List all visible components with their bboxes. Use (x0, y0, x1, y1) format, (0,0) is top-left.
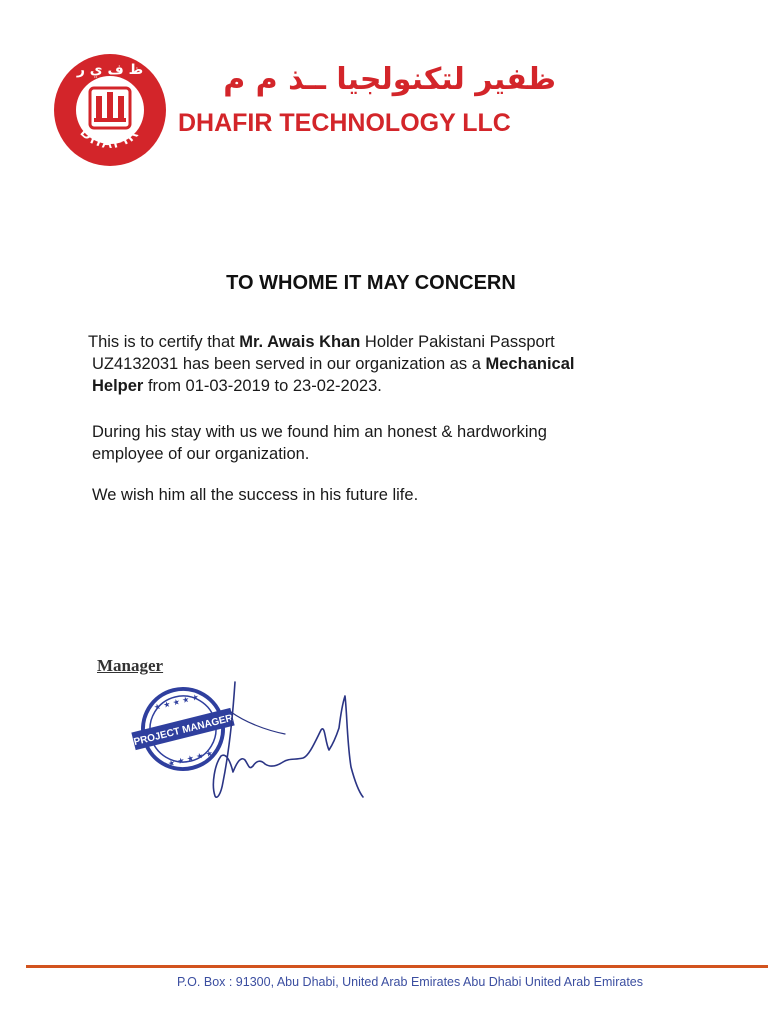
employee-position: Mechanical (485, 355, 575, 373)
employment-period: from 01-03-2019 to 23-02-2023. (143, 377, 382, 395)
certification-paragraph: This is to certify that Mr. Awais Khan Holder Pakistani Passport UZ4132031 has been served in our organization as a Mechanical Helper from 01-03-2019 to 23-02-2023. (92, 331, 682, 397)
company-logo (52, 52, 168, 168)
footer-address: P.O. Box : 91300, Abu Dhabi, United Arab Emirates Abu Dhabi United Arab Emirates (176, 975, 643, 989)
employee-name: Mr. Awais Khan (239, 333, 361, 351)
svg-text:★ ★ ★ ★ ★: ★ ★ ★ ★ ★ (166, 748, 214, 769)
footer-divider (26, 965, 768, 968)
wishes-paragraph: We wish him all the success in his future life. (92, 486, 419, 504)
signatory-title: Manager (97, 656, 164, 675)
svg-text:★ ★ ★ ★ ★: ★ ★ ★ ★ ★ (152, 692, 200, 713)
employee-position-cont: Helper (92, 377, 144, 395)
svg-text:ظ ف ي ر: ظ ف ي ر (76, 62, 144, 78)
signature (175, 672, 395, 807)
certification-line-1: This is to certify that Mr. Awais Khan Holder Pakistani Passport (88, 333, 555, 351)
company-name-arabic: ظفير لتكنولجيا ــذ م م (223, 62, 556, 97)
document-title: TO WHOME IT MAY CONCERN (226, 272, 516, 294)
stamp-text: PROJECT MANAGER (132, 712, 235, 749)
logo-text: DHAFIR (76, 123, 144, 153)
conduct-paragraph: During his stay with us we found him an honest & hardworking employee of our organization. (92, 423, 547, 463)
company-name-english: DHAFIR TECHNOLOGY LLC (178, 109, 511, 137)
